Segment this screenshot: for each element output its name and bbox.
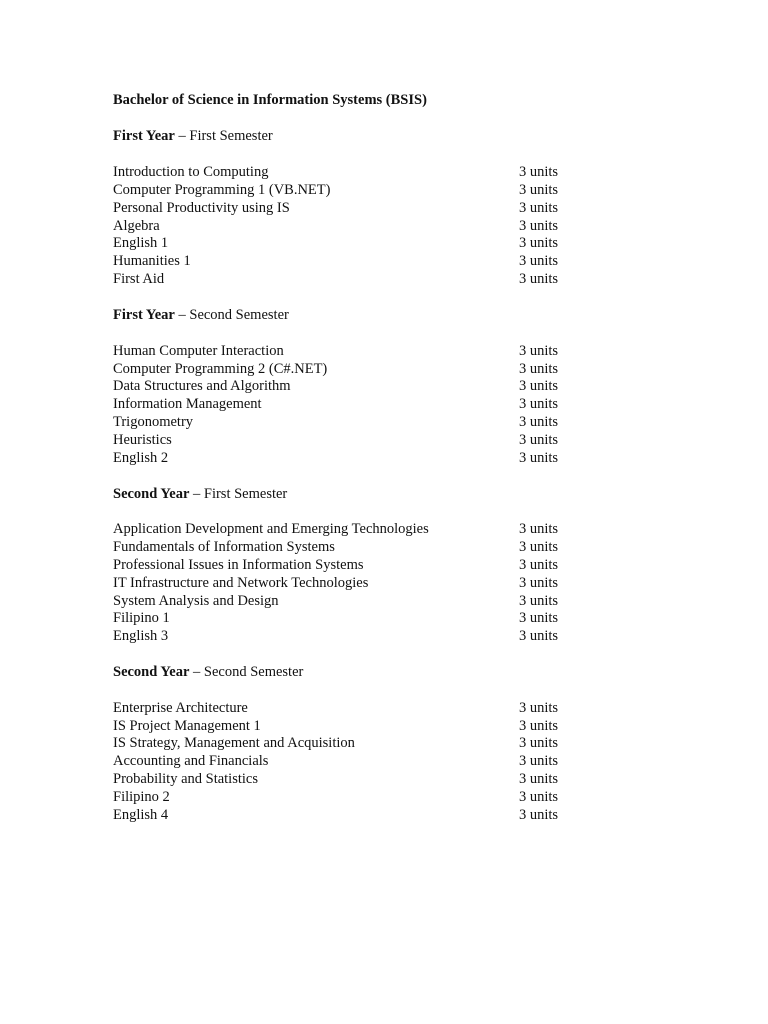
heading-separator: –: [174, 128, 190, 144]
course-row: [113, 771, 563, 789]
course-units: 3 units: [519, 200, 559, 216]
course-name: Computer Programming 2 (C#.NET): [113, 361, 328, 377]
course-row: [113, 539, 563, 557]
course-name: Personal Productivity using IS: [113, 200, 290, 216]
course-units: 3 units: [519, 735, 559, 751]
course-row: [113, 218, 563, 236]
course-units: 3 units: [519, 432, 559, 448]
course-name: Application Development and Emerging Technologies: [113, 521, 429, 537]
course-name: Algebra: [113, 218, 160, 234]
course-name: Introduction to Computing: [113, 164, 269, 180]
course-units: 3 units: [519, 182, 559, 198]
year-label: Second Year: [113, 486, 190, 502]
year-label: First Year: [113, 128, 175, 144]
course-row: [113, 593, 563, 611]
course-units: 3 units: [519, 378, 559, 394]
course-units: 3 units: [519, 164, 559, 180]
course-units: 3 units: [519, 610, 559, 626]
heading-separator: –: [174, 307, 190, 323]
course-row: [113, 396, 563, 414]
course-row: [113, 789, 563, 807]
course-units: 3 units: [519, 450, 559, 466]
course-row: [113, 253, 563, 271]
course-units: 3 units: [519, 343, 559, 359]
course-row: [113, 753, 563, 771]
course-units: 3 units: [519, 539, 559, 555]
course-units: 3 units: [519, 753, 559, 769]
course-units: 3 units: [519, 628, 559, 644]
course-row: [113, 557, 563, 575]
course-units: 3 units: [519, 253, 559, 269]
course-row: [113, 432, 563, 450]
semester-label: First Semester: [203, 486, 288, 502]
heading-separator: –: [189, 664, 204, 680]
course-units: 3 units: [519, 396, 559, 412]
course-units: 3 units: [519, 771, 559, 787]
course-name: System Analysis and Design: [113, 593, 279, 609]
course-units: 3 units: [519, 414, 559, 430]
document-title: Bachelor of Science in Information Systems (BSIS): [113, 92, 427, 108]
course-name: IS Strategy, Management and Acquisition: [113, 735, 355, 751]
course-row: [113, 628, 563, 646]
course-units: 3 units: [519, 575, 559, 591]
course-name: First Aid: [113, 271, 165, 287]
course-row: [113, 700, 563, 718]
course-name: Humanities 1: [113, 253, 191, 269]
heading-separator: –: [189, 486, 204, 502]
course-row: [113, 735, 563, 753]
course-units: 3 units: [519, 807, 559, 823]
section-heading: [113, 128, 273, 145]
course-units: 3 units: [519, 271, 559, 287]
course-row: [113, 200, 563, 218]
semester-label: Second Semester: [203, 664, 304, 680]
course-name: Professional Issues in Information Systems: [113, 557, 364, 573]
semester-label: First Semester: [189, 128, 273, 144]
course-name: Data Structures and Algorithm: [113, 378, 291, 394]
section-heading: [113, 486, 287, 503]
course-name: Fundamentals of Information Systems: [113, 539, 335, 555]
course-row: [113, 182, 563, 200]
semester-label: Second Semester: [189, 307, 289, 323]
course-name: Heuristics: [113, 432, 172, 448]
course-name: English 2: [113, 450, 169, 466]
course-row: [113, 575, 563, 593]
course-row: [113, 378, 563, 396]
course-units: 3 units: [519, 789, 559, 805]
course-name: Filipino 1: [113, 610, 170, 626]
course-units: 3 units: [519, 235, 559, 251]
course-row: [113, 450, 563, 468]
course-name: Human Computer Interaction: [113, 343, 284, 359]
course-row: [113, 718, 563, 736]
course-row: [113, 361, 563, 379]
course-row: [113, 271, 563, 289]
course-name: Probability and Statistics: [113, 771, 258, 787]
section-heading: [113, 307, 289, 324]
course-name: English 4: [113, 807, 169, 823]
course-units: 3 units: [519, 700, 559, 716]
course-name: IS Project Management 1: [113, 718, 261, 734]
course-name: Accounting and Financials: [113, 753, 269, 769]
course-row: [113, 610, 563, 628]
course-name: Computer Programming 1 (VB.NET): [113, 182, 331, 198]
course-units: 3 units: [519, 718, 559, 734]
course-units: 3 units: [519, 593, 559, 609]
course-row: [113, 807, 563, 825]
course-name: English 1: [113, 235, 169, 251]
course-name: IT Infrastructure and Network Technologies: [113, 575, 369, 591]
course-row: [113, 343, 563, 361]
course-units: 3 units: [519, 361, 559, 377]
year-label: Second Year: [113, 664, 190, 680]
section-heading: [113, 664, 303, 681]
course-units: 3 units: [519, 557, 559, 573]
course-row: [113, 521, 563, 539]
course-name: Information Management: [113, 396, 262, 412]
course-name: Trigonometry: [113, 414, 194, 430]
course-name: English 3: [113, 628, 169, 644]
year-label: First Year: [113, 307, 175, 323]
course-row: [113, 235, 563, 253]
course-name: Filipino 2: [113, 789, 170, 805]
course-row: [113, 414, 563, 432]
course-name: Enterprise Architecture: [113, 700, 248, 716]
course-units: 3 units: [519, 218, 559, 234]
course-row: [113, 164, 563, 182]
course-units: 3 units: [519, 521, 559, 537]
